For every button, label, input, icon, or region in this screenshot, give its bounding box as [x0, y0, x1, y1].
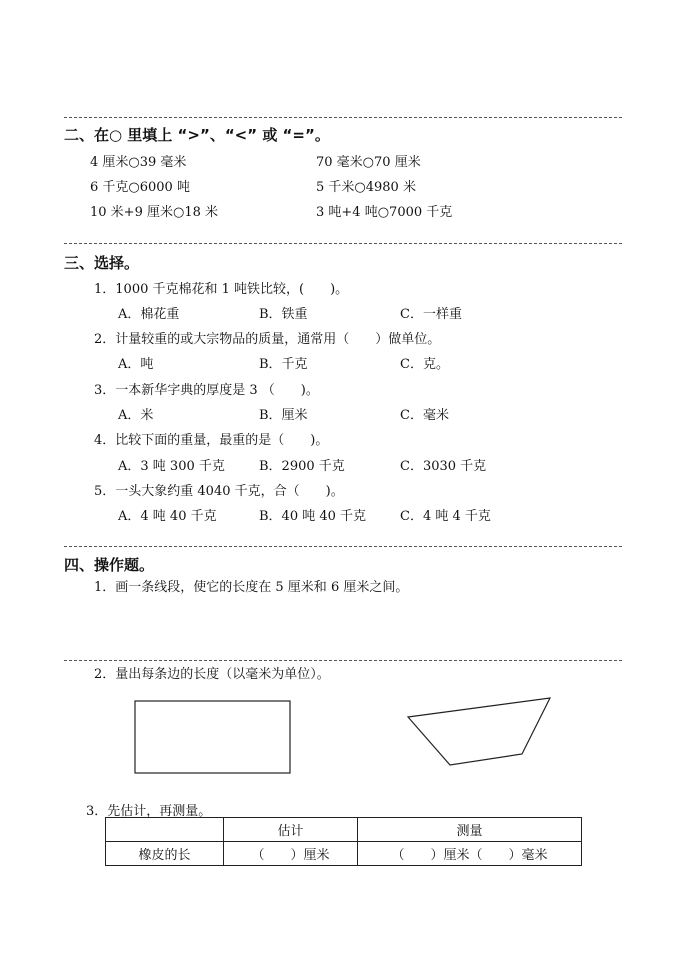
table-cell: [106, 818, 224, 842]
option-b: B．千克: [259, 357, 308, 372]
compare-item: 4 厘米○39 毫米: [90, 155, 187, 170]
compare-item: 6 千克○6000 吨: [90, 180, 190, 195]
question-text: 5．一头大象约重 4040 千克，合（ )。: [94, 484, 344, 499]
divider: [64, 243, 622, 244]
option-a: A．米: [118, 408, 154, 423]
option-a: A．吨: [118, 357, 154, 372]
question-text: 1．画一条线段，使它的长度在 5 厘米和 6 厘米之间。: [94, 580, 409, 595]
question-text: 2．计量较重的或大宗物品的质量，通常用（ ）做单位。: [94, 332, 441, 347]
rectangle-shape: [135, 701, 290, 773]
option-c: C．一样重: [400, 307, 462, 322]
compare-item: 10 米+9 厘米○18 米: [90, 205, 218, 220]
measure-shapes: [0, 690, 687, 810]
question-text: 4．比较下面的重量，最重的是（ )。: [94, 433, 329, 448]
compare-item: 5 千米○4980 米: [316, 180, 416, 195]
quadrilateral-shape: [408, 698, 550, 765]
question-text: 3．先估计，再测量。: [86, 804, 212, 819]
estimate-blank[interactable]: （ ）厘米: [224, 842, 358, 866]
divider: [64, 660, 622, 661]
section-heading: 四、操作题。: [64, 556, 155, 574]
divider: [64, 117, 622, 118]
compare-item: 3 吨+4 吨○7000 千克: [316, 205, 453, 220]
option-c: C．毫米: [400, 408, 449, 423]
option-a: A．3 吨 300 千克: [118, 459, 225, 474]
option-c: C．4 吨 4 千克: [400, 509, 491, 524]
question-text: 3．一本新华字典的厚度是 3 （ )。: [94, 383, 319, 398]
option-b: B．40 吨 40 千克: [259, 509, 367, 524]
option-a: A．4 吨 40 千克: [118, 509, 217, 524]
table-row: [106, 842, 582, 866]
divider: [64, 546, 622, 547]
option-c: C．克。: [400, 357, 449, 372]
question-text: 2．量出每条边的长度（以毫米为单位）。: [94, 667, 330, 682]
option-b: B．铁重: [259, 307, 308, 322]
section-heading: 三、选择。: [64, 254, 140, 272]
option-c: C．3030 千克: [400, 459, 487, 474]
table-header-measure: 测量: [358, 818, 582, 842]
table-row-label: 橡皮的长: [106, 842, 224, 866]
compare-item: 70 毫米○70 厘米: [316, 155, 421, 170]
question-text: 1．1000 千克棉花和 1 吨铁比较，( )。: [94, 282, 349, 297]
measure-blank[interactable]: （ ）厘米（ ）毫米: [358, 842, 582, 866]
option-b: B．2900 千克: [259, 459, 345, 474]
option-b: B．厘米: [259, 408, 308, 423]
table-header-estimate: 估计: [224, 818, 358, 842]
measure-table: [105, 817, 582, 866]
section-heading: 二、在○ 里填上 “>”、“<” 或 “=”。: [64, 126, 330, 144]
table-row: [106, 818, 582, 842]
option-a: A．棉花重: [118, 307, 180, 322]
